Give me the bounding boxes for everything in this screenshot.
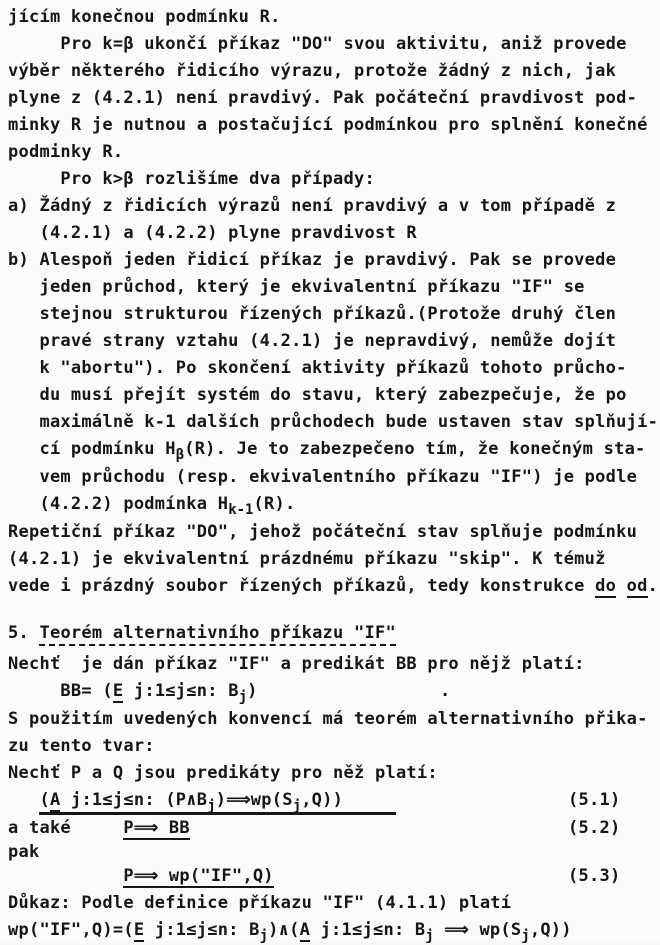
text-segment: ,Q)) <box>529 920 572 940</box>
text-segment: a také <box>8 818 124 838</box>
text-segment: maximálně k-1 dalších průchodech bude ustaven stav splňují- <box>8 412 659 432</box>
text-line <box>8 85 660 112</box>
subscript: j <box>521 928 530 944</box>
subscript: j <box>425 928 434 944</box>
text-segment: ( <box>39 790 50 810</box>
text-segment: od <box>626 576 648 596</box>
text-segment: pravé strany vztahu (4.2.1) je nepravdivý, nemůže dojít <box>8 331 617 351</box>
text-segment: S použitím uvedených konvencí má teorém alternativního přika- <box>8 709 648 729</box>
text-line <box>8 328 660 355</box>
text-segment: Důkaz: Podle definice příkazu "IF" (4.1.1) platí <box>8 893 512 913</box>
text-segment: a) Žádný z řidicích výrazů není pravdivý a v tom případě z <box>8 196 617 216</box>
text-line <box>8 112 660 139</box>
text-segment: (R). Je to zabezpečeno tím, že konečným sta- <box>184 439 646 459</box>
text-segment: ,Q)) <box>301 790 396 810</box>
text-line <box>8 651 660 678</box>
text-line <box>8 760 660 787</box>
text-line <box>8 382 660 409</box>
text-segment: j:1≤j≤n: (P∧B <box>60 790 208 810</box>
text-line <box>8 890 660 917</box>
text-segment <box>8 790 39 810</box>
text-segment: Pro k>β rozlišíme dva případy: <box>8 169 375 189</box>
text-line <box>8 31 660 58</box>
subscript: j <box>259 928 269 944</box>
formula-5-1 <box>8 787 660 815</box>
text-line <box>8 491 660 519</box>
subscript: j <box>238 689 248 705</box>
text-line <box>8 464 660 491</box>
equation-number: (5.3) <box>568 866 621 886</box>
text-segment: (4.2.1) a (4.2.2) plyne pravdivost R <box>8 223 417 243</box>
text-segment: Repetiční příkaz "DO", jehož počáteční stav splňuje podmínku <box>8 522 638 542</box>
text-line <box>8 706 660 733</box>
text-line <box>8 139 660 166</box>
text-segment: P⟹ BB <box>123 818 190 838</box>
text-segment: do <box>595 576 617 596</box>
list-item-a <box>8 193 660 220</box>
text-segment: . <box>440 681 451 701</box>
text-segment: jícím konečnou podmínku R. <box>8 7 281 27</box>
text-segment: A <box>49 790 61 810</box>
text-segment: ⟹ wp(S <box>433 920 522 940</box>
text-segment: jeden průchod, který je ekvivalentní příkazu "IF" se <box>8 277 585 297</box>
subscript: β <box>175 447 185 463</box>
text-segment <box>8 866 123 886</box>
text-line <box>8 733 660 760</box>
formula-bb <box>8 678 660 706</box>
text-segment: cí podmínku H <box>8 439 176 459</box>
text-segment: Nechť P a Q jsou predikáty pro něž platí: <box>8 763 438 783</box>
text-segment: vede i prázdný soubor řízených příkazů, tedy konstrukce <box>8 576 596 596</box>
text-line <box>8 519 660 546</box>
equation-number: (5.2) <box>568 818 621 838</box>
text-line <box>8 409 660 436</box>
text-segment: stejnou strukturou řízených příkazů.(Protože druhý člen <box>8 304 617 324</box>
text-segment: plyne z (4.2.1) není pravdivý. Pak počáteční pravdivost pod- <box>8 88 638 108</box>
text-line <box>8 355 660 382</box>
text-segment: j:1≤j≤n: B <box>144 920 260 940</box>
text-segment: minky R je nutnou a postačující podmínkou pro splnění konečné <box>8 115 648 135</box>
text-line <box>8 274 660 301</box>
text-segment: du musí přejít systém do stavu, který zabezpečuje, že po <box>8 385 627 405</box>
text-segment: Teorém alternativního příkazu "IF" <box>39 623 396 646</box>
text-segment: b) Alespoň jeden řidicí příkaz je pravdivý. Pak se provede <box>8 250 617 270</box>
text-segment: vem průchodu (resp. ekvivalentního příkazu "IF") je podle <box>8 467 638 487</box>
text-segment: pak <box>8 842 40 862</box>
text-segment: A <box>299 920 311 940</box>
text-segment: (4.2.1) je ekvivalentní prázdnému příkazu "skip". K témuž <box>8 549 606 569</box>
text-segment: podminky R. <box>8 142 124 162</box>
subscript: k-1 <box>228 502 254 518</box>
text-line <box>8 842 660 863</box>
list-item-b <box>8 247 660 274</box>
text-segment: E <box>112 681 124 701</box>
text-line <box>8 4 660 31</box>
text-segment: BB= ( <box>8 681 113 701</box>
text-line <box>8 546 660 573</box>
text-line <box>8 166 660 193</box>
text-line <box>8 573 660 600</box>
text-segment: zu tento tvar: <box>8 736 155 756</box>
text-segment <box>39 790 395 815</box>
text-segment: (R). <box>253 494 296 514</box>
text-segment: )⟹wp(S <box>215 790 293 810</box>
subscript: j <box>207 798 216 814</box>
text-segment: j:1≤j≤n: B <box>310 920 426 940</box>
text-segment: P⟹ wp("IF",Q) <box>123 866 274 886</box>
text-segment: j:1≤j≤n: B <box>123 681 239 701</box>
text-segment: výběr některého řidicího výrazu, protože žádný z nich, jak <box>8 61 617 81</box>
text-segment: k "abortu"). Po skončení aktivity příkazů tohoto průcho- <box>8 358 627 378</box>
formula-wp <box>8 917 660 945</box>
equation-number: (5.1) <box>568 790 621 810</box>
text-segment <box>616 576 627 596</box>
text-segment: E <box>133 920 145 940</box>
formula-5-2 <box>8 815 660 842</box>
text-segment: Pro k=β ukončí příkaz "DO" svou aktivitu, aniž provede <box>8 34 627 54</box>
text-line <box>8 220 660 247</box>
text-segment: ) <box>247 681 258 701</box>
text-segment: Nechť je dán příkaz "IF" a predikát BB pro nějž platí: <box>8 654 585 674</box>
text-segment: (4.2.2) podmínka H <box>8 494 229 514</box>
text-segment: . <box>647 576 659 596</box>
text-segment: )∧( <box>268 920 300 940</box>
subscript: j <box>292 798 302 814</box>
text-line <box>8 436 660 464</box>
text-line <box>8 58 660 85</box>
text-segment: 5. <box>8 623 40 643</box>
text-line <box>8 301 660 328</box>
section-heading <box>8 620 660 647</box>
formula-5-3 <box>8 863 660 890</box>
text-segment: wp("IF",Q)=( <box>8 920 134 940</box>
